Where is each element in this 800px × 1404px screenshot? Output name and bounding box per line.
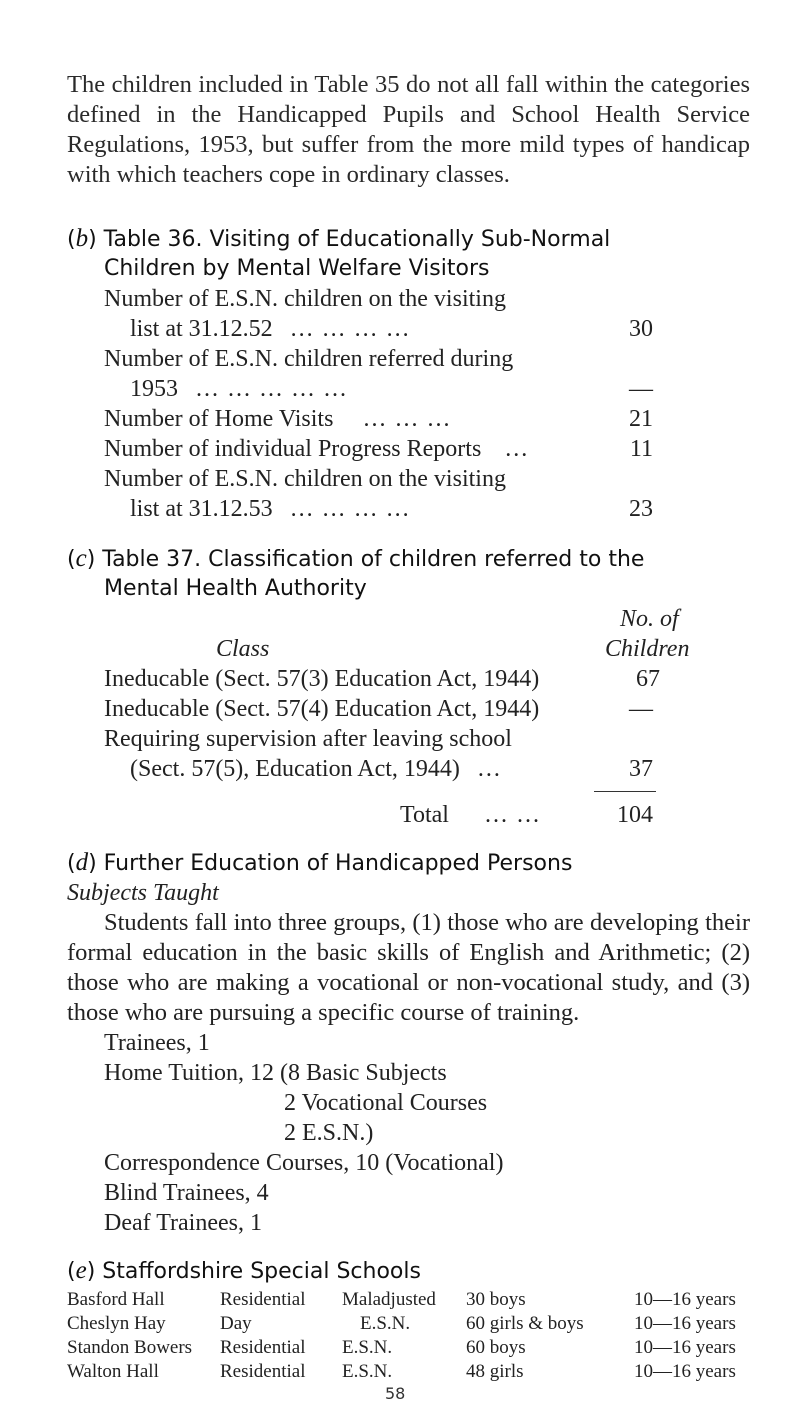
table37-total-value: 104 <box>617 802 653 828</box>
table36-row1-value: 30 <box>629 316 653 342</box>
table36-row5-dots: ... ... ... ... <box>290 496 411 522</box>
table36-row1-line1: Number of E.S.N. children on the visiting <box>104 286 506 312</box>
table36-row2-dots: ... ... ... ... ... <box>196 376 348 402</box>
page-number: 58 <box>385 1384 406 1403</box>
school-type: Day <box>220 1313 252 1334</box>
item-blind-trainees: Blind Trainees, 4 <box>104 1180 269 1206</box>
table36-row3 <box>104 404 451 434</box>
section-d-letter: d <box>75 849 89 876</box>
school-row <box>67 1312 166 1336</box>
section-d-paragraph: Students fall into three groups, (1) those who are developing their formal education in the basic skills of English and Arithmetic; (2) those who are making a vocational or non-vocational study, and (3) those who are pursuing a specific course of training. <box>67 909 750 1026</box>
item-home-tuition: Home Tuition, 12 (8 Basic Subjects <box>104 1060 447 1086</box>
school-pupils: 30 boys <box>466 1289 526 1310</box>
school-pupils: 60 girls & boys <box>466 1313 584 1334</box>
school-ages: 10—16 years <box>634 1337 736 1358</box>
section-b-letter: b <box>75 225 89 252</box>
table36-row4 <box>104 434 529 464</box>
table36-row4-value: 11 <box>629 436 653 462</box>
school-name: Walton Hall <box>67 1361 159 1382</box>
table37-total-row <box>400 800 541 830</box>
school-name: Cheslyn Hay <box>67 1313 166 1334</box>
school-category: E.S.N. <box>342 1361 393 1382</box>
section-b-title-line2: Children by Mental Welfare Visitors <box>104 256 490 281</box>
table37-row1-label: Ineducable (Sect. 57(3) Education Act, 1944) <box>104 666 540 692</box>
table37-total-dots: ... ... <box>484 802 541 828</box>
table36-row5-line2 <box>130 494 411 524</box>
item-trainees: Trainees, 1 <box>104 1030 210 1056</box>
section-d-heading: (d) Further Education of Handicapped Persons <box>67 849 573 876</box>
table36-row4-dots: ... <box>505 436 530 462</box>
section-e-title: Staffordshire Special Schools <box>102 1259 421 1284</box>
school-pupils: 60 boys <box>466 1337 526 1358</box>
table36-row4-label: Number of individual Progress Reports <box>104 436 482 462</box>
table36-row2-label: 1953 <box>130 376 178 402</box>
section-c-heading: (c) Table 37. Classification of children referred to the <box>67 545 645 572</box>
table36-row3-dots: ... ... ... <box>363 406 452 432</box>
table36-row1-dots: ... ... ... ... <box>290 316 411 342</box>
col-header-no-of: No. of <box>620 606 679 632</box>
school-type: Residential <box>220 1337 306 1358</box>
school-ages: 10—16 years <box>634 1361 736 1382</box>
school-pupils: 48 girls <box>466 1361 524 1382</box>
school-category: E.S.N. <box>342 1337 393 1358</box>
section-b-title-line1: Table 36. Visiting of Educationally Sub-Normal <box>103 227 611 252</box>
item-vocational-courses: 2 Vocational Courses <box>284 1090 488 1116</box>
table37-row3-line1: Requiring supervision after leaving school <box>104 726 512 752</box>
section-e-letter: e <box>75 1257 87 1284</box>
intro-paragraph: The children included in Table 35 do not all fall within the categories defined in the Handicapped Pupils and School Health Service Regulations, 1953, but suffer from the more mild types of handicap with which teachers cope in ordinary classes. <box>67 71 750 188</box>
section-c-title-line2: Mental Health Authority <box>104 576 367 601</box>
section-c-letter: c <box>75 545 87 572</box>
table36-row5-line1: Number of E.S.N. children on the visiting <box>104 466 506 492</box>
item-deaf-trainees: Deaf Trainees, 1 <box>104 1210 262 1236</box>
section-e-heading: (e) Staffordshire Special Schools <box>67 1257 421 1284</box>
table37-row3-value: 37 <box>629 756 653 782</box>
table36-row1-label: list at 31.12.52 <box>130 316 273 342</box>
school-type: Residential <box>220 1361 306 1382</box>
table37-row2-label: Ineducable (Sect. 57(4) Education Act, 1944) <box>104 696 540 722</box>
table36-row3-value: 21 <box>629 406 653 432</box>
table37-row3-label: (Sect. 57(5), Education Act, 1944) <box>130 756 460 782</box>
section-d-subtitle: Subjects Taught <box>67 880 219 906</box>
school-name: Standon Bowers <box>67 1337 193 1358</box>
school-row <box>67 1360 159 1384</box>
school-category: Maladjusted <box>342 1289 436 1310</box>
school-ages: 10—16 years <box>634 1289 736 1310</box>
school-row <box>67 1336 192 1360</box>
school-category: E.S.N. <box>360 1313 411 1334</box>
item-esn: 2 E.S.N.) <box>284 1120 374 1146</box>
school-type: Residential <box>220 1289 306 1310</box>
table37-row2-value: — <box>629 696 653 722</box>
school-row <box>67 1288 165 1312</box>
table36-row1-line2 <box>130 314 411 344</box>
table37-row3-line2 <box>130 754 502 784</box>
section-b-heading: (b) Table 36. Visiting of Educationally Sub-Normal <box>67 225 611 252</box>
col-header-children: Children <box>605 636 690 662</box>
section-c-title-line1: Table 37. Classification of children referred to the <box>102 547 645 572</box>
table36-row2-line2 <box>130 374 348 404</box>
table37-row1-value: 67 <box>636 666 660 692</box>
total-rule <box>594 791 656 792</box>
school-name: Basford Hall <box>67 1289 165 1310</box>
item-correspondence-courses: Correspondence Courses, 10 (Vocational) <box>104 1150 504 1176</box>
col-header-class: Class <box>216 636 270 662</box>
table36-row2-value: — <box>629 376 653 402</box>
table36-row5-value: 23 <box>629 496 653 522</box>
table36-row5-label: list at 31.12.53 <box>130 496 273 522</box>
section-d-title: Further Education of Handicapped Persons <box>103 851 573 876</box>
table36-row2-line1: Number of E.S.N. children referred during <box>104 346 514 372</box>
school-ages: 10—16 years <box>634 1313 736 1334</box>
table37-total-label: Total <box>400 802 449 828</box>
table36-row3-label: Number of Home Visits <box>104 406 334 432</box>
table37-row3-dots: ... <box>477 756 502 782</box>
